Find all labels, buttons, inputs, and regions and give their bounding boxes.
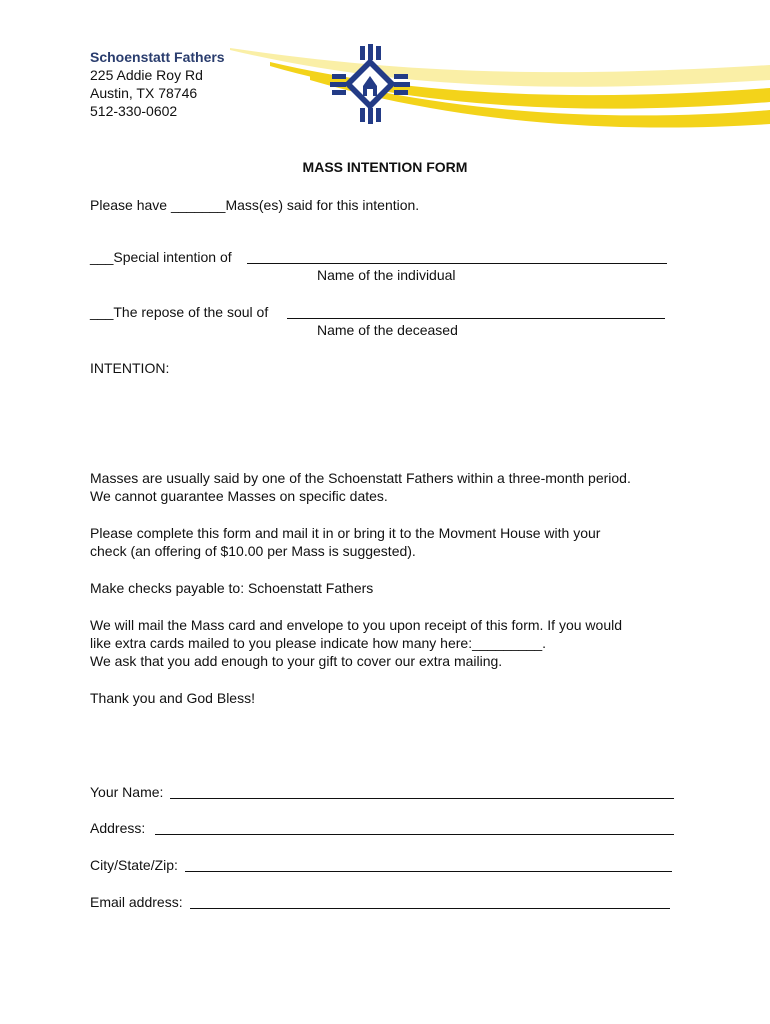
org-name: Schoenstatt Fathers <box>90 49 225 65</box>
city-state-zip-label: City/State/Zip: <box>90 857 178 873</box>
repose-field[interactable] <box>287 318 665 319</box>
phone-number: 512-330-0602 <box>90 103 178 119</box>
special-intention-field[interactable] <box>247 263 667 264</box>
address-field[interactable] <box>155 834 674 835</box>
mass-count-line: Please have _______Mass(es) said for this intention. <box>90 197 420 213</box>
email-label: Email address: <box>90 894 183 910</box>
info-p2-line2: check (an offering of $10.00 per Mass is suggested). <box>90 543 416 559</box>
form-title: MASS INTENTION FORM <box>302 159 468 175</box>
schoenstatt-shrine-logo-icon <box>330 44 410 124</box>
address-line-2: Austin, TX 78746 <box>90 85 198 101</box>
city-state-zip-field[interactable] <box>185 871 672 872</box>
your-name-label: Your Name: <box>90 784 164 800</box>
gold-swoosh-decoration <box>230 40 770 130</box>
special-intention-caption: Name of the individual <box>317 267 456 283</box>
special-intention-label: ___Special intention of <box>90 249 232 265</box>
info-p4-line1: We will mail the Mass card and envelope to you upon receipt of this form. If you would <box>90 617 623 633</box>
email-field[interactable] <box>190 908 670 909</box>
info-p4-line2: like extra cards mailed to you please indicate how many here:_________. <box>90 635 547 651</box>
repose-label: ___The repose of the soul of <box>90 304 269 320</box>
address-label: Address: <box>90 820 146 836</box>
intention-label: INTENTION: <box>90 360 170 376</box>
info-p2-line1: Please complete this form and mail it in or bring it to the Movment House with your <box>90 525 601 541</box>
your-name-field[interactable] <box>170 798 674 799</box>
info-p4-line3: We ask that you add enough to your gift to cover our extra mailing. <box>90 653 503 669</box>
address-line-1: 225 Addie Roy Rd <box>90 67 203 83</box>
repose-caption: Name of the deceased <box>317 322 458 338</box>
info-p1-line2: We cannot guarantee Masses on specific dates. <box>90 488 388 504</box>
info-p3: Make checks payable to: Schoenstatt Fathers <box>90 580 374 596</box>
info-p1-line1: Masses are usually said by one of the Schoenstatt Fathers within a three-month period. <box>90 470 631 486</box>
closing-text: Thank you and God Bless! <box>90 690 255 706</box>
